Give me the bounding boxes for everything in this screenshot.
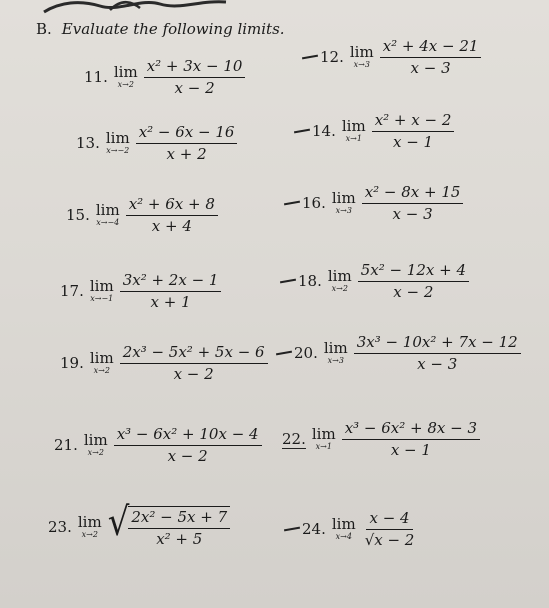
limit-operator: [324, 341, 348, 365]
problem-13: [76, 124, 237, 162]
limit-fraction: [354, 334, 521, 372]
limit-operator: [332, 517, 356, 541]
lim-word: lim: [83, 431, 108, 449]
denominator: x − 2: [173, 364, 214, 383]
problem-number: 17.: [60, 282, 84, 300]
lim-word: lim: [331, 515, 356, 533]
denominator: x − 1: [390, 440, 431, 459]
limit-fraction: [114, 426, 262, 464]
limit-approach: x→1: [345, 134, 362, 143]
numerator: x² − 6x − 16: [136, 124, 238, 144]
handwritten-tick-mark: [302, 55, 318, 60]
lim-word: lim: [89, 277, 114, 295]
problem-number: 24.: [302, 520, 326, 538]
limit-fraction: [126, 196, 218, 234]
limit-fraction: [144, 58, 246, 96]
limit-fraction: [120, 272, 222, 310]
handwritten-tick-mark: [284, 527, 300, 532]
numerator: 3x² + 2x − 1: [120, 272, 222, 292]
numerator: x² + 6x + 8: [126, 196, 218, 216]
limit-approach: x→−4: [96, 218, 120, 227]
problem-15: [66, 196, 218, 234]
lim-word: lim: [349, 43, 374, 61]
problem-number: 22.: [282, 429, 306, 448]
problem-22: [282, 420, 480, 458]
limit-fraction: [128, 509, 230, 547]
denominator: x − 2: [393, 282, 434, 301]
numerator: 5x² − 12x + 4: [358, 262, 469, 282]
problem-23: [48, 499, 230, 548]
handwritten-tick-mark: [284, 201, 300, 206]
problem-12: [302, 38, 481, 76]
limit-fraction: [358, 262, 469, 300]
numerator: x² + 4x − 21: [380, 38, 482, 58]
problem-number: 18.: [298, 272, 322, 290]
handwritten-tick-mark: [294, 129, 310, 134]
limit-operator: [328, 269, 352, 293]
limit-fraction: [120, 344, 268, 382]
lim-word: lim: [327, 267, 352, 285]
problem-21: [54, 426, 262, 464]
lim-word: lim: [89, 349, 114, 367]
denominator: x² + 5: [156, 529, 203, 548]
denominator: √x − 2: [364, 530, 415, 549]
limit-fraction: [342, 420, 480, 458]
limit-operator: [90, 351, 114, 375]
denominator: x + 2: [166, 144, 207, 163]
radicand: [128, 506, 230, 547]
limit-operator: [96, 203, 120, 227]
limit-approach: x→−2: [106, 146, 130, 155]
limit-fraction: [362, 184, 464, 222]
limit-operator: [350, 45, 374, 69]
numerator: x² + x − 2: [372, 112, 455, 132]
lim-word: lim: [77, 512, 102, 531]
problem-number: 14.: [312, 122, 336, 140]
denominator: x + 4: [151, 216, 192, 235]
limit-fraction: [136, 124, 238, 162]
numerator: x² − 8x + 15: [362, 184, 464, 204]
denominator: x − 1: [392, 132, 434, 151]
limit-approach: x→2: [81, 529, 98, 539]
problem-number: 13.: [76, 134, 100, 152]
limit-approach: x→2: [87, 448, 104, 457]
limit-operator: [90, 279, 114, 303]
numerator: x³ − 6x² + 8x − 3: [342, 420, 480, 440]
square-root: [107, 499, 230, 548]
problem-number: 21.: [54, 436, 78, 454]
problem-18: [280, 262, 469, 300]
limit-operator: [332, 191, 356, 215]
problem-14: [294, 112, 454, 150]
problem-11: [84, 58, 245, 96]
section-letter: B.: [36, 20, 52, 38]
limit-approach: x→3: [327, 356, 344, 365]
numerator: 2x³ − 5x² + 5x − 6: [120, 344, 268, 364]
lim-word: lim: [341, 117, 366, 135]
problem-17: [60, 272, 221, 310]
problem-number: 20.: [294, 344, 318, 362]
handwritten-tick-mark: [280, 279, 296, 284]
problem-number: 19.: [60, 354, 84, 372]
problem-number: 16.: [302, 194, 326, 212]
limit-approach: x→1: [315, 442, 332, 451]
limit-fraction: [372, 112, 455, 150]
limit-operator: [106, 131, 130, 155]
numerator: x − 4: [366, 510, 412, 530]
lim-word: lim: [95, 201, 120, 219]
lim-word: lim: [113, 63, 138, 81]
limit-approach: x→−1: [90, 294, 114, 303]
lim-word: lim: [105, 129, 130, 147]
denominator: x − 3: [392, 204, 433, 223]
numerator: x³ − 6x² + 10x − 4: [114, 426, 262, 446]
numerator: 2x² − 5x + 7: [128, 509, 230, 529]
problem-number: 11.: [84, 68, 108, 86]
lim-word: lim: [311, 425, 336, 443]
denominator: x − 2: [167, 446, 208, 465]
limit-approach: x→3: [335, 206, 352, 215]
limit-approach: x→2: [93, 366, 110, 375]
problem-number: 23.: [48, 517, 72, 536]
handwritten-tick-mark: [276, 351, 292, 356]
handwritten-scribble-icon: [40, 0, 230, 16]
denominator: x − 2: [174, 78, 215, 97]
limit-fraction: [380, 38, 482, 76]
limit-approach: x→2: [331, 284, 348, 293]
instruction-text: Evaluate the following limits.: [61, 20, 285, 38]
limit-fraction: [362, 510, 418, 548]
problem-20: [276, 334, 521, 372]
lim-word: lim: [331, 189, 356, 207]
radical-sign-icon: √: [107, 499, 130, 546]
denominator: x − 3: [417, 354, 458, 373]
limit-approach: x→4: [335, 532, 352, 541]
limit-operator: [77, 512, 102, 539]
problem-number: 12.: [320, 48, 344, 66]
problem-24: [284, 510, 417, 548]
numerator: x² + 3x − 10: [144, 58, 246, 78]
lim-word: lim: [323, 339, 348, 357]
denominator: x + 1: [150, 292, 191, 311]
limit-operator: [342, 119, 366, 143]
denominator: x − 3: [410, 58, 451, 77]
problem-number: 15.: [66, 206, 90, 224]
limit-operator: [312, 427, 336, 451]
limit-operator: [84, 433, 108, 457]
limit-approach: x→3: [353, 60, 370, 69]
problem-19: [60, 344, 268, 382]
numerator: 3x³ − 10x² + 7x − 12: [354, 334, 521, 354]
limit-approach: x→2: [117, 80, 134, 89]
limit-operator: [114, 65, 138, 89]
problem-16: [284, 184, 463, 222]
section-header: [36, 20, 285, 38]
